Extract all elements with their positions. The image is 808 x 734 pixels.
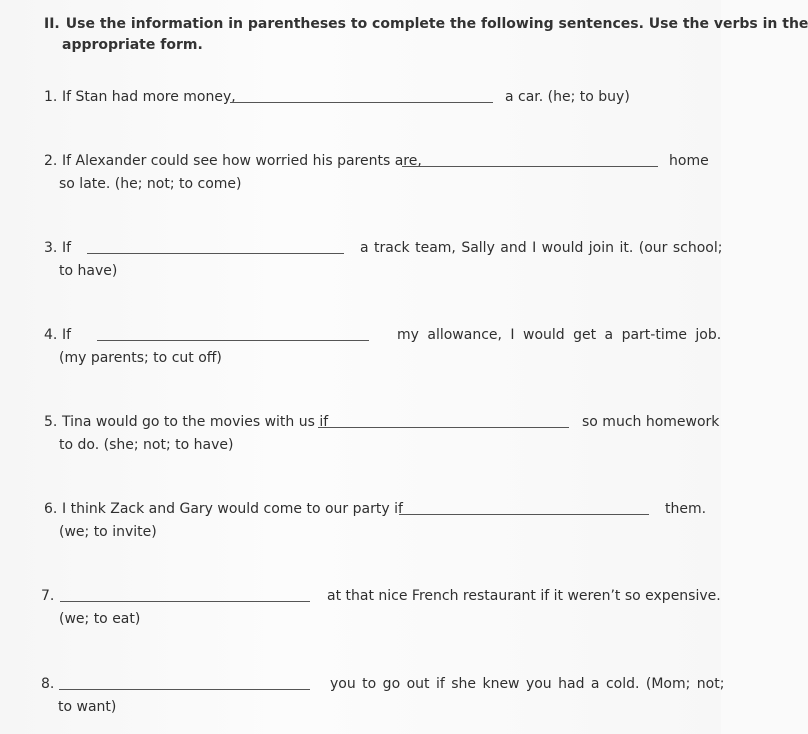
answer-blank[interactable] <box>402 166 658 167</box>
exercise-item-1 <box>41 86 705 109</box>
item-number: 2. <box>44 153 58 169</box>
item-continuation: to want) <box>58 699 117 715</box>
item-text-after: them. <box>665 501 707 517</box>
instructions-line-2: appropriate form. <box>62 37 203 53</box>
item-text-after: at that nice French restaurant if it weren’t so expensive. <box>327 588 721 604</box>
item-number: 5. <box>44 414 58 430</box>
answer-blank[interactable] <box>87 253 344 254</box>
item-text-before: If <box>62 327 72 343</box>
item-text-after: you to go out if she knew you had a cold. (Mom; not; <box>330 676 725 692</box>
item-number: 8. <box>41 676 55 692</box>
answer-blank[interactable] <box>97 340 369 341</box>
item-continuation: (we; to eat) <box>59 611 141 627</box>
answer-blank[interactable] <box>399 514 649 515</box>
instructions-line-1 <box>44 14 808 35</box>
item-number: 6. <box>44 501 58 517</box>
item-number: 3. <box>44 240 58 256</box>
item-continuation: so late. (he; not; to come) <box>59 176 242 192</box>
item-text-before: If Stan had more money, <box>62 89 236 105</box>
item-number: 7. <box>41 588 55 604</box>
item-continuation: to have) <box>59 263 118 279</box>
exercise-item-5 <box>41 411 720 457</box>
answer-blank[interactable] <box>60 601 310 602</box>
item-text-after: my allowance, I would get a part-time job. <box>397 327 722 343</box>
answer-blank[interactable] <box>230 102 493 103</box>
exercise-item-8 <box>41 673 725 719</box>
section-number: II. <box>44 16 60 32</box>
item-text-before: I think Zack and Gary would come to our party if <box>62 501 403 517</box>
answer-blank[interactable] <box>59 689 310 690</box>
answer-blank[interactable] <box>318 427 569 428</box>
item-continuation: (we; to invite) <box>59 524 157 540</box>
item-number: 1. <box>44 89 58 105</box>
item-text-after: home <box>669 153 709 169</box>
exercise-item-4 <box>41 324 722 370</box>
exercise-item-7 <box>41 585 721 631</box>
exercise-item-2 <box>41 150 709 196</box>
item-text-before: Tina would go to the movies with us if <box>62 414 329 430</box>
instructions-text-1: Use the information in parentheses to complete the following sentences. Use the verbs in the <box>65 16 808 32</box>
item-text-after: a track team, Sally and I would join it. (our school; <box>360 240 723 256</box>
item-continuation: to do. (she; not; to have) <box>59 437 234 453</box>
item-number: 4. <box>44 327 58 343</box>
item-text-after: a car. (he; to buy) <box>505 89 630 105</box>
instructions <box>44 14 808 56</box>
item-text-before: If <box>62 240 72 256</box>
exercise-item-6 <box>41 498 705 544</box>
item-text-before: If Alexander could see how worried his parents are, <box>62 153 422 169</box>
item-text-after: so much homework <box>582 414 720 430</box>
exercise-item-3 <box>41 237 723 283</box>
item-continuation: (my parents; to cut off) <box>59 350 222 366</box>
